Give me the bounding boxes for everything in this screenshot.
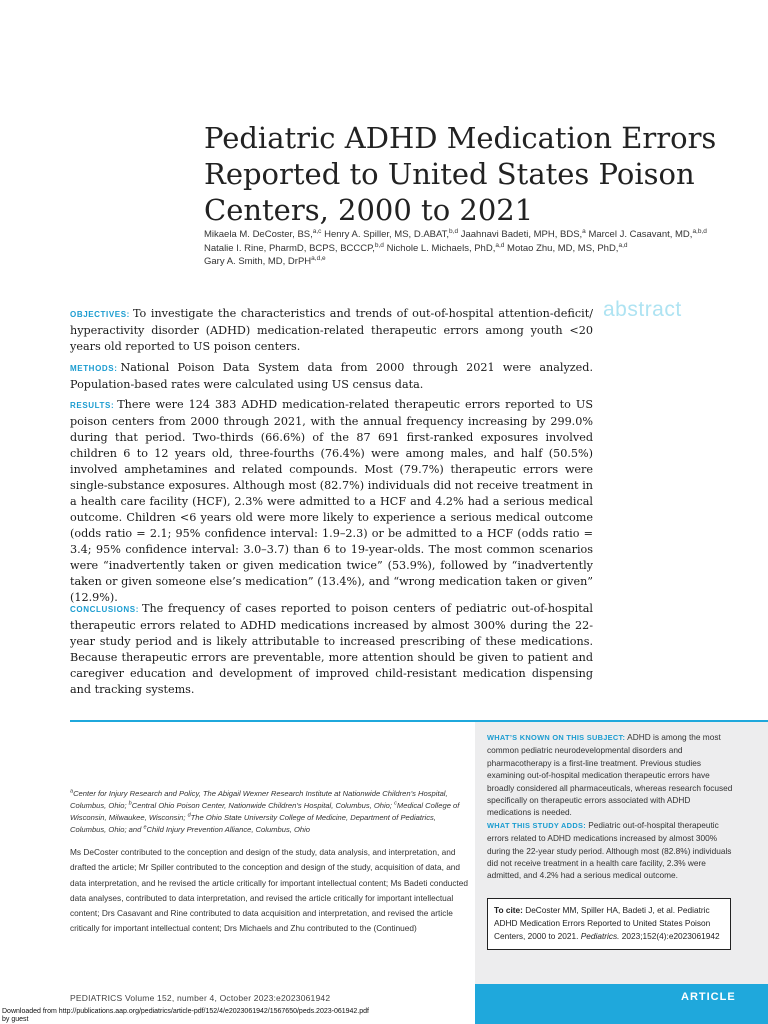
objectives-heading: OBJECTIVES: [70, 310, 130, 319]
author-affiliation-marker: a [582, 227, 586, 235]
author-affiliation-marker: a,d [495, 241, 505, 249]
download-url-line[interactable]: Downloaded from http://publications.aap.org/pediatrics/article-pdf/152/4/e2023061942/1567650/peds.2023-061942.pdf [2, 1008, 369, 1015]
download-notice [2, 1008, 472, 1024]
results-text: There were 124 383 ADHD medication-related therapeutic errors reported to US poison centers from 2000 through 2021, with the annual frequency increasing by 299.0% during that period. Two-thirds (66.6%) of the 87 691 first-ranked exposures involved children 6 to 12 years old, three-fourths (76.4%) were among males, and half (50.5%) involved amphetamines and related compounds. Most (79.7%) therapeutic errors were single-substance exposures. Although most (82.7%) individuals did not receive treatment in a health care facility (HCF), 2.3% were admitted to a HCF and 4.2% had a serious medical outcome. Children <6 years old were more likely to experience a serious medical outcome (odds ratio = 2.1; 95% confidence interval: 1.9–2.3) or be admitted to a HCF (odds ratio = 3.4; 95% confidence interval: 3.0–3.7) than 6 to 19-year-olds. The most common scenarios were “inadvertently taken or given medication twice” (53.9%), followed by “inadvertently taken or given someone else’s medication” (13.4%), and “wrong medication taken or given” (12.9%). [70, 398, 593, 604]
affiliation-marker: d [187, 812, 191, 819]
author-line-1 [204, 228, 724, 242]
author-line-3 [204, 255, 724, 269]
citation-volume: 2023;152(4):e2023061942 [621, 931, 720, 942]
abstract-results [70, 397, 593, 606]
citation-journal: Pediatrics. [580, 931, 620, 942]
conclusions-text: The frequency of cases reported to poison centers of pediatric out-of-hospital therapeutic errors related to ADHD medications increased by almost 300% during the 22-year study period and is likely attributable to increased prescribing of these medications. Because therapeutic errors are preventable, more attention should be given to patient and caregiver education and development of improved child-resistant medication dispensing and tracking systems. [70, 602, 593, 696]
author-affiliation-marker: a,d [618, 241, 628, 249]
author-name: Gary A. Smith, MD, DrPH [204, 256, 312, 267]
abstract-label: abstract [603, 298, 682, 321]
affiliation-text: Child Injury Prevention Alliance, Columbus, Ohio [146, 825, 310, 834]
article-type-label: ARTICLE [681, 991, 736, 1003]
what-this-adds-heading: WHAT THIS STUDY ADDS: [487, 820, 586, 830]
author-affiliation-marker: a,c [312, 227, 322, 235]
citation-text: DeCoster MM, Spiller HA, Badeti J, et al. Pediatric ADHD Medication Errors Reported to United States Poison Centers, 2000 to 2021. [494, 905, 711, 942]
affiliation-text: Center for Injury Research and Policy, The Abigail Wexner Research Institute at Nationwide Children’s Hospital, Columbus, Ohio; [70, 789, 448, 810]
author-name: Motao Zhu, MD, MS, PhD, [507, 242, 619, 254]
abstract-objectives [70, 306, 593, 355]
author-name: Jaahnavi Badeti, MPH, BDS, [460, 229, 583, 240]
affiliation-text: Medical College of Wisconsin, Milwaukee, Wisconsin; [70, 801, 460, 822]
affiliations [70, 788, 465, 836]
affiliation-text: Central Ohio Poison Center, Nationwide Children’s Hospital, Columbus, Ohio; [131, 801, 395, 810]
affiliation-marker: e [143, 824, 147, 831]
download-guest-line: by guest [2, 1016, 29, 1023]
affiliation-marker: c [394, 800, 397, 807]
whats-known-heading: WHAT’S KNOWN ON THIS SUBJECT: [487, 733, 626, 742]
author-affiliation-marker: a,b,d [692, 227, 707, 235]
whats-known-text: ADHD is among the most common pediatric neurodevelopmental disorders and pharmacotherapy is a first-line treatment. Previous studies examining out-of-hospital medication therapeutic errors have broadly considered all pharmaceuticals, whereas research focused specifically on therapeutic errors associated with ADHD medications is needed. [487, 732, 733, 818]
author-affiliation-marker: b,d [374, 241, 384, 249]
conclusions-heading: CONCLUSIONS: [70, 605, 139, 614]
author-affiliation-marker: a,d,e [311, 254, 326, 262]
summary-panel-text [487, 731, 735, 882]
affiliation-text: The Ohio State University College of Medicine, Department of Pediatrics, Columbus, Ohio; and [70, 813, 436, 834]
author-line-2 [204, 242, 724, 256]
affiliation-marker: b [128, 800, 132, 807]
citation-box [487, 898, 731, 950]
abstract-methods [70, 360, 593, 393]
article-type-bar [475, 984, 768, 1024]
objectives-text: To investigate the characteristics and trends of out-of-hospital attention-deficit/ hyperactivity disorder (ADHD) medication-related therapeutic errors among youth <20 years old reported to US poison centers. [70, 307, 593, 353]
author-contributions: Ms DeCoster contributed to the conception and design of the study, data analysis, and interpretation, and drafted the article; Mr Spiller contributed to the conception and design of the study, acquisition of data, and data interpretation, and he revised the article critically for important intellectual content; Ms Badeti conducted data analyses, contributed to data interpretation, and revised the article critically for important intellectual content; Drs Casavant and Rine contributed to data acquisition and interpretation, and revised the article critically for important intellectual content; Drs Michaels and Zhu contributed to the (Continued) [70, 847, 469, 934]
author-name: Nichole L. Michaels, PhD, [386, 242, 496, 254]
abstract-conclusions [70, 601, 593, 698]
author-name: Natalie I. Rine, PharmD, BCPS, BCCCP, [204, 242, 375, 254]
author-affiliation-marker: b,d [449, 227, 459, 235]
journal-footer: PEDIATRICS Volume 152, number 4, October 2023:e2023061942 [70, 993, 331, 1003]
results-heading: RESULTS: [70, 401, 115, 410]
author-list [204, 228, 724, 269]
affiliation-marker: a [70, 788, 74, 795]
whats-known [487, 731, 735, 819]
methods-heading: METHODS: [70, 364, 118, 373]
author-name: Henry A. Spiller, MS, D.ABAT, [324, 229, 450, 240]
what-this-adds-text: Pediatric out-of-hospital therapeutic errors related to ADHD medications increased by almost 300% during the 22-year study period. Although most (82.8%) individuals did not receive treatment in a health care facility, 2.3% were admitted, and 4.2% had a serious medical outcome. [487, 819, 732, 881]
author-name: Marcel J. Casavant, MD, [588, 229, 693, 240]
citation-label: To cite: [494, 905, 523, 915]
methods-text: National Poison Data System data from 2000 through 2021 were analyzed. Population-based rates were calculated using US census data. [70, 361, 593, 391]
author-name: Mikaela M. DeCoster, BS, [204, 229, 313, 240]
what-this-adds [487, 819, 735, 882]
article-title: Pediatric ADHD Medication Errors Reported to United States Poison Centers, 2000 to 2021 [204, 121, 717, 227]
